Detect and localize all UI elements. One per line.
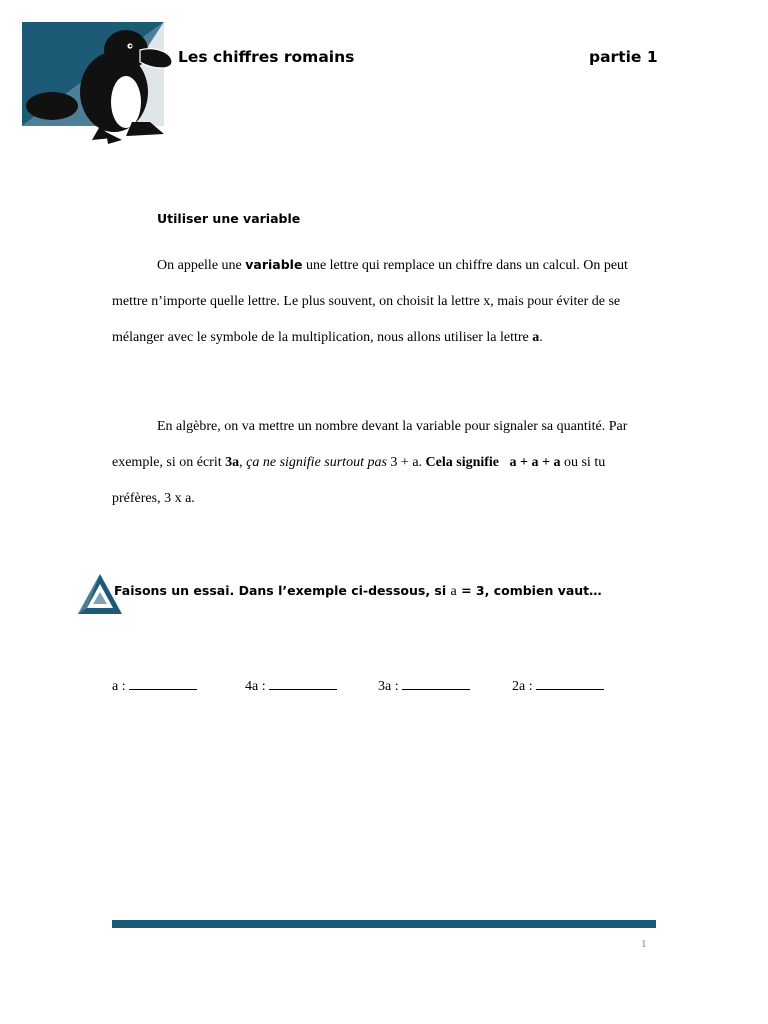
part-label: partie 1 <box>589 48 658 66</box>
text-run: une lettre qui remplace un chiffre dans un calcul. On peut <box>302 258 628 273</box>
footer-bar <box>112 920 656 928</box>
text-run: exemple, si on écrit <box>112 455 226 470</box>
section-heading: Utiliser une variable <box>157 211 301 226</box>
answer-item <box>245 675 337 695</box>
text-run: Faisons un essai. Dans l’exemple ci-dessous, si <box>114 583 451 598</box>
exercise-prompt <box>114 583 602 600</box>
text-run: = 3, combien vaut… <box>456 583 602 598</box>
platypus-logo <box>22 22 172 148</box>
paragraph-line: En algèbre, on va mettre un nombre devant la variable pour signaler sa quantité. Par <box>157 419 628 434</box>
keyword-3a: 3a <box>225 455 240 470</box>
paragraph-line: préfères, 3 x a. <box>112 491 195 506</box>
text-run: On appelle une <box>157 258 246 273</box>
text-run: . <box>539 330 543 345</box>
text-run: ou si tu <box>560 455 606 470</box>
answer-blank[interactable] <box>536 675 604 690</box>
paragraph-line <box>112 320 656 356</box>
text-run: 3 + a. <box>386 455 426 470</box>
answer-label: a : <box>112 679 126 694</box>
answer-blank[interactable] <box>269 675 337 690</box>
emphasis-text: ça ne signifie surtout pas <box>246 455 387 470</box>
paragraph-line <box>112 445 656 481</box>
answer-blank[interactable] <box>129 675 197 690</box>
paragraph-variable-definition <box>112 247 656 356</box>
paragraph-algebra <box>112 409 656 517</box>
keyword-a: a <box>532 330 540 345</box>
answer-item <box>378 675 470 695</box>
text-run: mélanger avec le symbole de la multiplication, nous allons utiliser la lettre <box>112 330 533 345</box>
document-title: Les chiffres romains <box>178 48 355 66</box>
answer-label: 4a : <box>245 679 266 694</box>
paragraph-line <box>112 247 656 284</box>
answer-item <box>512 675 604 695</box>
answer-blank[interactable] <box>402 675 470 690</box>
keyword-variable: variable <box>245 257 303 272</box>
answer-item <box>112 675 197 695</box>
paragraph-line: mettre n’importe quelle lettre. Le plus souvent, on choisit la lettre x, mais pour éviter de se <box>112 294 621 309</box>
answer-label: 3a : <box>378 679 399 694</box>
page-number: 1 <box>641 938 647 950</box>
variable-a: a <box>450 584 457 599</box>
bold-meaning: Cela signifie a + a + a <box>425 455 561 470</box>
answer-label: 2a : <box>512 679 533 694</box>
text-run: , <box>239 455 247 470</box>
